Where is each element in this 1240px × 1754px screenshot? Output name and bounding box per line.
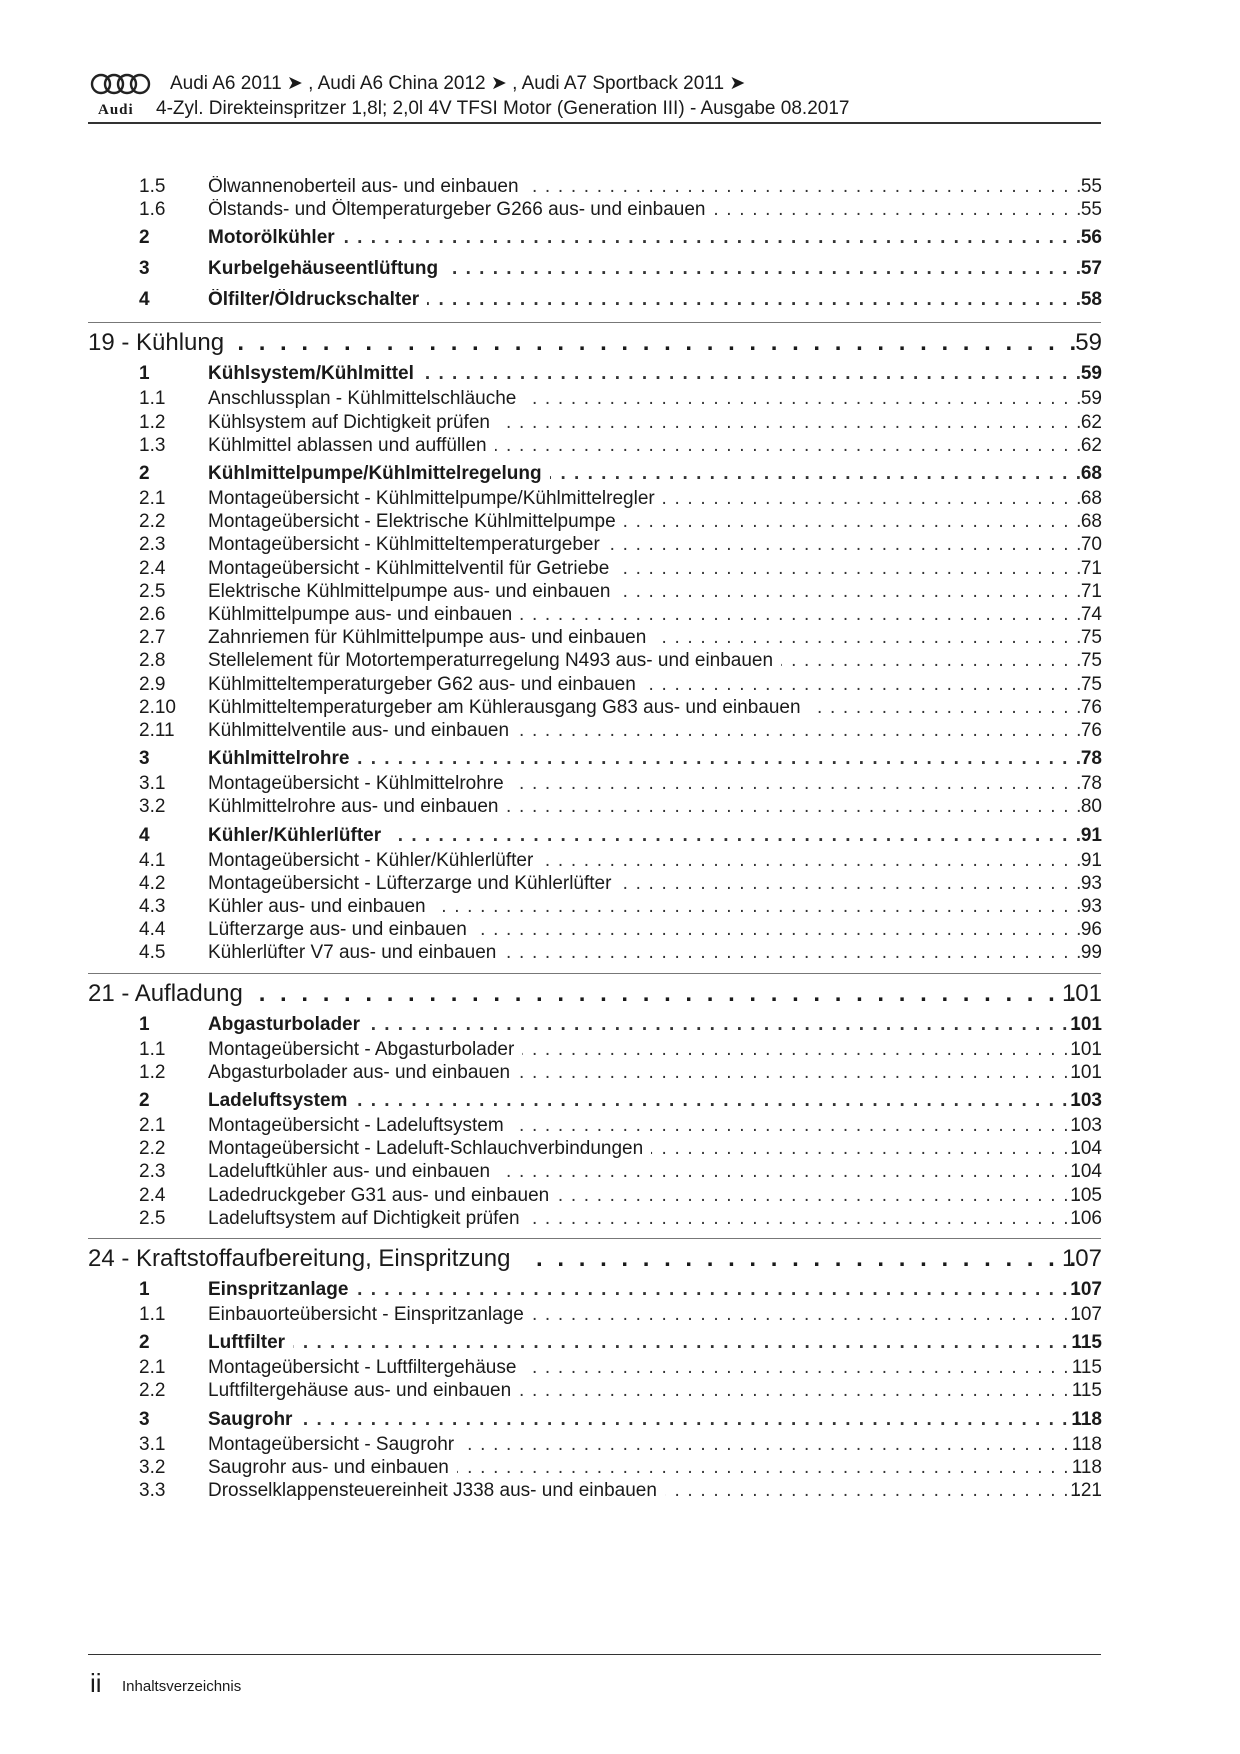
toc-entry[interactable] xyxy=(0,1380,1240,1404)
toc-entry[interactable] xyxy=(0,1304,1240,1328)
toc-entry-title: Montageübersicht - Kühler/Kühlerlüfter . . . xyxy=(208,850,1090,872)
toc-entry[interactable] xyxy=(0,1161,1240,1185)
toc-entry-title: Montageübersicht - Kühlmittelpumpe/Kühlmittelregler . . . xyxy=(208,488,1090,510)
toc-entry-page: 115 xyxy=(1071,1357,1102,1379)
toc-entry-number: 4.1 xyxy=(139,849,166,871)
toc-entry[interactable] xyxy=(0,488,1240,512)
toc-entry-page: 115 xyxy=(1071,1380,1102,1402)
toc-entry-title: Saugrohr . . . xyxy=(208,1409,1090,1431)
toc-entry-title: Drosselklappensteuereinheit J338 aus- und einbauen . . . xyxy=(208,1480,1090,1502)
toc-entry-title: Stellelement für Motortemperaturregelung N493 aus- und einbauen . . . xyxy=(208,650,1090,672)
toc-entry-title: Anschlussplan - Kühlmittelschläuche . . . xyxy=(208,388,1090,410)
toc-entry[interactable] xyxy=(0,412,1240,436)
toc-entry-title: Kühlsystem/Kühlmittel . . . xyxy=(208,363,1090,385)
toc-entry-number: 2 xyxy=(139,1090,150,1111)
toc-entry-page: 55 xyxy=(1080,199,1102,221)
toc-entry[interactable] xyxy=(0,796,1240,820)
chapter-divider xyxy=(88,973,1101,974)
toc-entry[interactable] xyxy=(0,825,1240,849)
toc-entry-title: Montageübersicht - Kühlmittelventil für Getriebe . . . xyxy=(208,558,1090,580)
toc-entry[interactable] xyxy=(0,1014,1240,1038)
toc-entry[interactable] xyxy=(0,942,1240,966)
toc-entry-page: 101 xyxy=(1070,1013,1102,1035)
chapter-heading[interactable] xyxy=(0,1245,1240,1279)
toc-entry-number: 1 xyxy=(139,1013,150,1035)
toc-entry-number: 2.1 xyxy=(139,488,166,509)
toc-entry[interactable] xyxy=(0,697,1240,721)
toc-entry-number: 1.3 xyxy=(139,434,166,456)
toc-entry-page: 91 xyxy=(1080,849,1102,871)
toc-entry[interactable] xyxy=(0,1480,1240,1504)
toc-entry-page: 59 xyxy=(1080,388,1102,410)
toc-entry-number: 1 xyxy=(139,1279,150,1300)
toc-entry-title: Abgasturbolader aus- und einbauen . . . xyxy=(208,1062,1090,1084)
toc-entry-title: Ölwannenoberteil aus- und einbauen . . . xyxy=(208,176,1090,198)
toc-entry-page: 101 xyxy=(1070,1061,1102,1083)
toc-entry-page: 78 xyxy=(1080,748,1102,770)
toc-entry-page: 62 xyxy=(1080,411,1102,433)
toc-entry-number: 3.3 xyxy=(139,1480,166,1501)
toc-entry-title: Ladedruckgeber G31 aus- und einbauen . . . xyxy=(208,1185,1090,1207)
toc-entry-number: 2.3 xyxy=(139,534,166,556)
chapter-page: 107 xyxy=(1061,1245,1102,1272)
toc-entry-title: Zahnriemen für Kühlmittelpumpe aus- und einbauen . . . xyxy=(208,627,1090,649)
toc-entry-number: 3 xyxy=(139,258,150,280)
chapter-heading[interactable] xyxy=(0,329,1240,363)
toc-entry-number: 2.10 xyxy=(139,696,176,718)
header-divider xyxy=(88,122,1101,124)
toc-entry-page: 78 xyxy=(1080,773,1102,795)
toc-entry[interactable] xyxy=(0,289,1240,313)
toc-entry-title: Montageübersicht - Ladeluftsystem . . . xyxy=(208,1115,1090,1137)
toc-entry-page: 107 xyxy=(1070,1304,1102,1325)
toc-entry-page: 101 xyxy=(1070,1038,1102,1060)
toc-entry[interactable] xyxy=(0,604,1240,628)
toc-entry[interactable] xyxy=(0,1185,1240,1209)
toc-entry-title: Montageübersicht - Lüfterzarge und Kühlerlüfter . . . xyxy=(208,873,1090,895)
toc-entry[interactable] xyxy=(0,511,1240,535)
toc-entry[interactable] xyxy=(0,720,1240,744)
toc-entry-page: 55 xyxy=(1080,176,1102,197)
toc-entry-page: 118 xyxy=(1071,1433,1102,1455)
toc-entry-title: Montageübersicht - Ladeluft-Schlauchverbindungen . . . xyxy=(208,1138,1090,1160)
toc-entry-number: 1.1 xyxy=(139,1038,166,1060)
toc-entry-title: Einbauorteübersicht - Einspritzanlage . . . xyxy=(208,1304,1090,1326)
toc-entry-page: 93 xyxy=(1080,872,1102,894)
footer-divider xyxy=(88,1654,1101,1655)
toc-entry-number: 2.2 xyxy=(139,1138,166,1160)
toc-entry-page: 103 xyxy=(1070,1090,1102,1111)
toc-entry-title: Elektrische Kühlmittelpumpe aus- und einbauen . . . xyxy=(208,581,1090,603)
toc-entry-page: 99 xyxy=(1080,942,1102,964)
toc-entry-page: 70 xyxy=(1080,534,1102,556)
toc-entry-title: Kühlmittelrohre aus- und einbauen . . . xyxy=(208,796,1090,818)
toc-entry-page: 104 xyxy=(1070,1161,1102,1183)
toc-entry-number: 4.4 xyxy=(139,919,166,941)
toc-entry-page: 75 xyxy=(1080,650,1102,672)
toc-entry[interactable] xyxy=(0,227,1240,251)
chapter-page: 59 xyxy=(1075,329,1102,357)
toc-entry-number: 1.2 xyxy=(139,1061,166,1083)
toc-entry-number: 2.2 xyxy=(139,511,166,533)
toc-entry-page: 80 xyxy=(1080,796,1102,818)
toc-entry-number: 3.2 xyxy=(139,1456,166,1478)
toc-entry-page: 68 xyxy=(1080,463,1102,484)
toc-entry-page: 103 xyxy=(1070,1115,1102,1136)
toc-entry-title: Ölfilter/Öldruckschalter . . . xyxy=(208,289,1090,311)
toc-entry-number: 2.1 xyxy=(139,1115,166,1136)
toc-entry[interactable] xyxy=(0,674,1240,698)
toc-entry-number: 2.3 xyxy=(139,1161,166,1183)
toc-entry-title: Luftfiltergehäuse aus- und einbauen . . . xyxy=(208,1380,1090,1402)
toc-entry[interactable] xyxy=(0,850,1240,874)
toc-entry-title: Montageübersicht - Kühlmitteltemperaturgeber . . . xyxy=(208,534,1090,556)
toc-entry-title: Kurbelgehäuseentlüftung . . . xyxy=(208,258,1090,280)
toc-entry-title: Einspritzanlage . . . xyxy=(208,1279,1090,1301)
toc-entry-page: 107 xyxy=(1070,1279,1102,1300)
chapter-divider xyxy=(88,322,1101,323)
toc-entry[interactable] xyxy=(0,748,1240,772)
toc-entry[interactable] xyxy=(0,435,1240,459)
toc-entry[interactable] xyxy=(0,176,1240,200)
toc-entry-page: 118 xyxy=(1071,1408,1102,1430)
toc-entry-number: 2.2 xyxy=(139,1380,166,1402)
toc-entry[interactable] xyxy=(0,363,1240,387)
toc-entry-number: 3.1 xyxy=(139,773,166,795)
toc-entry-page: 56 xyxy=(1080,227,1102,249)
toc-entry-number: 2.11 xyxy=(139,720,175,741)
footer-page-number: ii xyxy=(90,1668,102,1698)
toc-entry-page: 62 xyxy=(1080,434,1102,456)
toc-entry-page: 75 xyxy=(1080,673,1102,695)
toc-entry-title: Kühlerlüfter V7 aus- und einbauen . . . xyxy=(208,942,1090,964)
toc-entry-title: Ölstands- und Öltemperaturgeber G266 aus- und einbauen . . . xyxy=(208,199,1090,221)
toc-entry-title: Abgasturbolader . . . xyxy=(208,1014,1090,1036)
toc-entry-title: Motorölkühler . . . xyxy=(208,227,1090,249)
toc-entry-number: 1.6 xyxy=(139,199,166,221)
toc-entry-page: 74 xyxy=(1080,604,1102,625)
toc-entry[interactable] xyxy=(0,199,1240,223)
toc-entry-number: 2.4 xyxy=(139,557,166,579)
toc-entry[interactable] xyxy=(0,1457,1240,1481)
toc-entry-title: Kühler aus- und einbauen . . . xyxy=(208,896,1090,918)
toc-entry-title: Montageübersicht - Saugrohr . . . xyxy=(208,1434,1090,1456)
toc-entry-page: 71 xyxy=(1080,580,1102,602)
toc-entry[interactable] xyxy=(0,558,1240,582)
toc-entry-title: Kühlmittelrohre . . . xyxy=(208,748,1090,770)
toc-entry-number: 1.1 xyxy=(139,388,166,410)
toc-entry-number: 4 xyxy=(139,289,150,311)
audi-rings-logo xyxy=(90,73,152,95)
toc-entry[interactable] xyxy=(0,1332,1240,1356)
toc-entry-number: 4 xyxy=(139,824,150,846)
toc-entry-title: Kühlmittel ablassen und auffüllen . . . xyxy=(208,435,1090,457)
toc-entry-number: 1 xyxy=(139,363,150,385)
page-header xyxy=(88,68,1101,124)
toc-entry[interactable] xyxy=(0,1208,1240,1232)
toc-entry-number: 2.7 xyxy=(139,627,166,649)
toc-entry[interactable] xyxy=(0,258,1240,282)
toc-entry[interactable] xyxy=(0,1434,1240,1458)
toc-entry[interactable] xyxy=(0,581,1240,605)
header-engine-line: 4-Zyl. Direkteinspritzer 1,8l; 2,0l 4V TFSI Motor (Generation III) - Ausgabe 08.2017 xyxy=(156,98,850,119)
chapter-title: 21 - Aufladung . . . xyxy=(88,980,1090,1008)
toc-entry[interactable] xyxy=(0,773,1240,797)
toc-entry-title: Montageübersicht - Kühlmittelrohre . . . xyxy=(208,773,1090,795)
toc-entry-page: 75 xyxy=(1080,627,1102,649)
footer-section-label: Inhaltsverzeichnis xyxy=(122,1678,242,1695)
toc-entry-page: 76 xyxy=(1080,720,1102,741)
toc-entry-title: Montageübersicht - Abgasturbolader . . . xyxy=(208,1039,1090,1061)
header-models-line: Audi A6 2011 ➤ , Audi A6 China 2012 ➤ , Audi A7 Sportback 2011 ➤ xyxy=(170,73,746,94)
toc-entry[interactable] xyxy=(0,463,1240,487)
toc-entry-number: 3 xyxy=(139,748,150,770)
toc-entry-page: 59 xyxy=(1080,363,1102,385)
chapter-divider xyxy=(88,1238,1101,1239)
toc-entry-page: 93 xyxy=(1080,896,1102,917)
toc-entry-number: 4.2 xyxy=(139,872,166,894)
toc-entry[interactable] xyxy=(0,534,1240,558)
toc-entry-number: 2.6 xyxy=(139,604,166,625)
toc-entry-title: Luftfilter . . . xyxy=(208,1332,1090,1354)
toc-entry-title: Lüfterzarge aus- und einbauen . . . xyxy=(208,919,1090,941)
toc-entry-page: 91 xyxy=(1080,824,1102,846)
toc-entry-page: 104 xyxy=(1070,1138,1102,1160)
toc-entry[interactable] xyxy=(0,1115,1240,1139)
toc-entry-page: 58 xyxy=(1080,289,1102,311)
toc-entry-page: 76 xyxy=(1080,696,1102,718)
toc-entry-title: Ladeluftsystem . . . xyxy=(208,1090,1090,1112)
toc-entry-page: 118 xyxy=(1071,1456,1102,1478)
chapter-page: 101 xyxy=(1061,979,1102,1007)
toc-entry[interactable] xyxy=(0,1039,1240,1063)
toc-entry-number: 2.8 xyxy=(139,650,166,672)
toc-entry[interactable] xyxy=(0,919,1240,943)
toc-entry-title: Kühlmitteltemperaturgeber G62 aus- und einbauen . . . xyxy=(208,674,1090,696)
toc-entry-title: Ladeluftkühler aus- und einbauen . . . xyxy=(208,1161,1090,1183)
toc-entry-number: 1.1 xyxy=(139,1304,166,1325)
chapter-title: 24 - Kraftstoffaufbereitung, Einspritzung . . . xyxy=(88,1245,1090,1273)
chapter-title: 19 - Kühlung . . . xyxy=(88,329,1090,357)
toc-entry-number: 2 xyxy=(139,463,150,484)
toc-entry-number: 2.9 xyxy=(139,673,166,695)
toc-entry-number: 1.5 xyxy=(139,176,166,197)
toc-entry-title: Kühlmitteltemperaturgeber am Kühlerausgang G83 aus- und einbauen . . . xyxy=(208,697,1090,719)
toc-entry-title: Montageübersicht - Luftfiltergehäuse . . . xyxy=(208,1357,1090,1379)
toc-entry-number: 2.4 xyxy=(139,1184,166,1206)
toc-entry-number: 2.5 xyxy=(139,580,166,602)
toc-entry[interactable] xyxy=(0,1062,1240,1086)
audi-brand-wordmark: Audi xyxy=(98,102,134,118)
toc-entry-number: 4.5 xyxy=(139,942,166,964)
toc-entry[interactable] xyxy=(0,1279,1240,1303)
toc-entry-page: 121 xyxy=(1070,1480,1102,1501)
toc-entry-page: 57 xyxy=(1080,258,1102,280)
toc-entry-title: Kühlsystem auf Dichtigkeit prüfen . . . xyxy=(208,412,1090,434)
toc-entry-title: Kühlmittelventile aus- und einbauen . . . xyxy=(208,720,1090,742)
toc-entry-title: Saugrohr aus- und einbauen . . . xyxy=(208,1457,1090,1479)
toc-entry-title: Montageübersicht - Elektrische Kühlmittelpumpe . . . xyxy=(208,511,1090,533)
toc-entry-page: 106 xyxy=(1070,1207,1102,1229)
toc-entry-page: 68 xyxy=(1080,511,1102,533)
toc-entry-title: Kühlmittelpumpe/Kühlmittelregelung . . . xyxy=(208,463,1090,485)
toc-entry-title: Kühler/Kühlerlüfter . . . xyxy=(208,825,1090,847)
toc-entry[interactable] xyxy=(0,1357,1240,1381)
toc-entry-number: 2 xyxy=(139,227,150,249)
toc-entry[interactable] xyxy=(0,1138,1240,1162)
toc-entry[interactable] xyxy=(0,650,1240,674)
toc-entry[interactable] xyxy=(0,873,1240,897)
toc-entry-number: 2 xyxy=(139,1332,150,1354)
toc-entry[interactable] xyxy=(0,388,1240,412)
toc-entry-page: 105 xyxy=(1070,1184,1102,1206)
toc-entry-page: 115 xyxy=(1071,1332,1102,1354)
toc-entry-page: 68 xyxy=(1080,488,1102,509)
toc-entry-number: 4.3 xyxy=(139,896,166,917)
toc-entry[interactable] xyxy=(0,1409,1240,1433)
toc-entry-number: 1.2 xyxy=(139,411,166,433)
toc-entry-number: 3.2 xyxy=(139,796,166,818)
toc-entry-number: 3.1 xyxy=(139,1433,166,1455)
chapter-heading[interactable] xyxy=(0,980,1240,1014)
toc-entry[interactable] xyxy=(0,896,1240,920)
toc-entry-title: Ladeluftsystem auf Dichtigkeit prüfen . . . xyxy=(208,1208,1090,1230)
toc-entry-title: Kühlmittelpumpe aus- und einbauen . . . xyxy=(208,604,1090,626)
toc-entry[interactable] xyxy=(0,1090,1240,1114)
toc-entry-page: 96 xyxy=(1080,919,1102,941)
toc-entry-number: 3 xyxy=(139,1408,150,1430)
toc-entry-number: 2.5 xyxy=(139,1207,166,1229)
toc-entry-number: 2.1 xyxy=(139,1357,166,1379)
toc-entry[interactable] xyxy=(0,627,1240,651)
toc-entry-page: 71 xyxy=(1080,557,1102,579)
